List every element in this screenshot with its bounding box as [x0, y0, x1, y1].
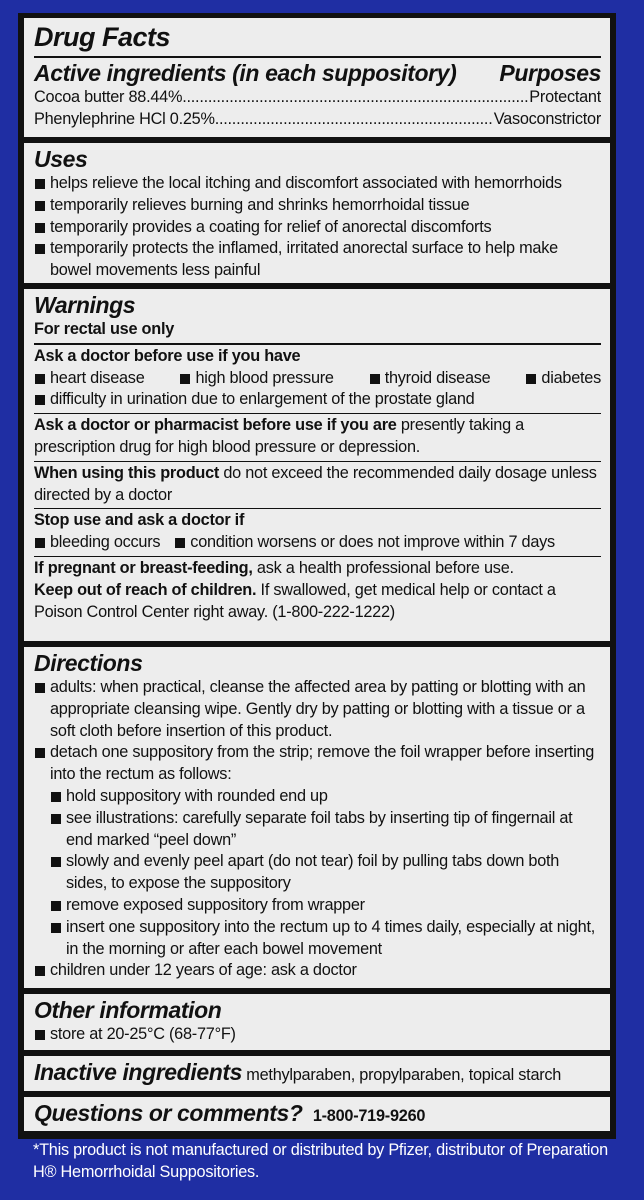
ingredient-purpose: Vasoconstrictor — [493, 109, 601, 128]
list-item: temporarily relieves burning and shrinks hemorrhoidal tissue — [34, 195, 601, 217]
sub-list-item: hold suppository with rounded end up — [50, 786, 601, 808]
list-item: adults: when practical, cleanse the affected area by patting or blotting with an appropriate cleansing wipe. Gently dry by patting or blotting with a tissue or a soft cloth before insertion of this product. — [34, 677, 601, 742]
ingredient-row — [34, 87, 601, 109]
list-item: heart disease — [34, 368, 145, 390]
list-item: temporarily protects the inflamed, irritated anorectal surface to help make bowel movements less painful — [34, 238, 601, 282]
ingredient-purpose: Protectant — [529, 88, 601, 106]
list-item: diabetes — [525, 368, 601, 390]
list-item: bleeding occurs — [34, 532, 160, 554]
questions-heading: Questions or comments? — [34, 1100, 303, 1126]
uses-heading: Uses — [34, 146, 88, 172]
active-ingredients-section — [24, 18, 610, 137]
list-item: children under 12 years of age: ask a doctor — [34, 960, 601, 982]
other-information-heading: Other information — [34, 997, 222, 1023]
list-item: store at 20-25°C (68-77°F) — [34, 1024, 601, 1046]
drug-facts-panel — [18, 13, 616, 1139]
inactive-ingredients-heading: Inactive ingredients — [34, 1059, 243, 1085]
purposes-heading: Purposes — [499, 60, 601, 86]
other-information-section — [24, 994, 610, 1050]
list-item: condition worsens or does not improve within 7 days — [174, 532, 555, 554]
warnings-section — [24, 289, 610, 641]
drug-facts-title: Drug Facts — [34, 22, 171, 52]
ingredient-name: Phenylephrine HCl 0.25% — [34, 109, 215, 128]
rectal-use-text: For rectal use only — [34, 320, 175, 338]
warnings-heading: Warnings — [34, 292, 136, 318]
list-item: high blood pressure — [179, 368, 333, 390]
list-item: detach one suppository from the strip; remove the foil wrapper before inserting into the rectum as follows: — [34, 742, 601, 786]
disclaimer-footer: *This product is not manufactured or distributed by Pfizer, distributor of Preparation H® Hemorrhoidal Suppositories. — [33, 1141, 608, 1181]
sub-list-item: see illustrations: carefully separate foil tabs by inserting tip of fingernail at end marked “peel down” — [50, 808, 601, 852]
ask-doctor-heading: Ask a doctor before use if you have — [34, 346, 301, 365]
active-ingredients-heading: Active ingredients (in each suppository) — [34, 60, 457, 86]
pregnancy-warning: If pregnant or breast-feeding, ask a health professional before use. — [34, 558, 514, 577]
sub-list-item: insert one suppository into the rectum up to 4 times daily, especially at night, in the morning or after each bowel movement — [50, 917, 601, 961]
pharmacist-warning: Ask a doctor or pharmacist before use if you are presently taking a prescription drug for high blood pressure or depression. — [34, 416, 524, 456]
questions-phone: 1-800-719-9260 — [312, 1107, 426, 1125]
list-item: helps relieve the local itching and discomfort associated with hemorrhoids — [34, 173, 601, 195]
sub-list-item: remove exposed suppository from wrapper — [50, 895, 601, 917]
inactive-ingredients-text: methylparaben, propylparaben, topical starch — [246, 1066, 562, 1084]
uses-section — [24, 143, 610, 283]
stop-use-heading: Stop use and ask a doctor if — [34, 511, 245, 530]
sub-list-item: slowly and evenly peel apart (do not tear) foil by pulling tabs down both sides, to expose the suppository — [50, 851, 601, 895]
children-warning: Keep out of reach of children. If swallowed, get medical help or contact a Poison Control Center right away. (1-800-222-1222) — [34, 580, 556, 621]
list-item: temporarily provides a coating for relief of anorectal discomforts — [34, 217, 601, 239]
questions-section — [24, 1097, 610, 1131]
divider — [34, 56, 601, 58]
directions-heading: Directions — [34, 650, 143, 676]
list-item: difficulty in urination due to enlargement of the prostate gland — [34, 389, 601, 411]
ingredient-row — [34, 109, 601, 131]
ingredient-name: Cocoa butter 88.44% — [34, 88, 183, 106]
when-using-warning: When using this product do not exceed the recommended daily dosage unless directed by a doctor — [34, 463, 597, 504]
list-item: thyroid disease — [369, 368, 491, 390]
directions-section — [24, 647, 610, 988]
inactive-ingredients-section — [24, 1056, 610, 1091]
